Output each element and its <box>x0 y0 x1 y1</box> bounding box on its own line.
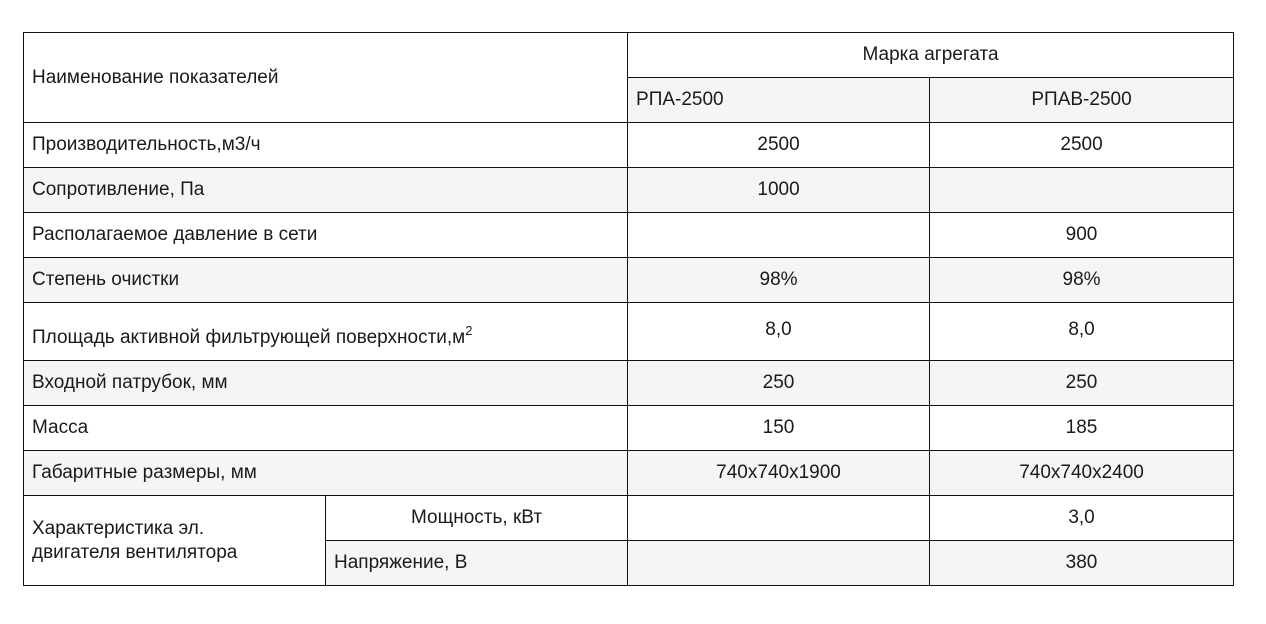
rpav-value: 380 <box>1065 552 1098 574</box>
rpav-value: 250 <box>1065 372 1098 394</box>
row-name-cell <box>24 213 628 258</box>
rpav-value: 98% <box>1062 269 1101 291</box>
rpav-value-cell <box>930 168 1234 213</box>
header-brand-label: Марка агрегата <box>862 44 999 66</box>
rpa-value: 8,0 <box>765 318 792 340</box>
motor-voltage-name: Напряжение, В <box>334 552 468 574</box>
rpav-value: 185 <box>1065 417 1098 439</box>
row-name: Входной патрубок, мм <box>32 372 228 394</box>
row-name: Располагаемое давление в сети <box>32 224 318 246</box>
rpav-value-cell <box>930 303 1234 361</box>
row-name: Габаритные размеры, мм <box>32 462 257 484</box>
model-rpa-cell <box>628 78 930 123</box>
row-name-cell <box>24 168 628 213</box>
rpa-value: 150 <box>762 417 795 439</box>
header-name-cell <box>24 33 628 123</box>
row-name-cell <box>24 258 628 303</box>
rpav-value-cell <box>930 451 1234 496</box>
rpa-value-cell <box>628 451 930 496</box>
rpav-value-cell <box>930 258 1234 303</box>
model-rpav-cell <box>930 78 1234 123</box>
superscript: 2 <box>465 322 473 338</box>
rpav-value-cell <box>930 406 1234 451</box>
motor-voltage-name-cell <box>326 541 628 586</box>
rpav-value: 2500 <box>1060 134 1103 156</box>
motor-label-line2: двигателя вентилятора <box>32 541 238 563</box>
rpav-value-cell <box>930 496 1234 541</box>
row-name: Производительность,м3/ч <box>32 134 261 156</box>
motor-power-name: Мощность, кВт <box>411 507 543 529</box>
rpav-value: 8,0 <box>1068 318 1095 340</box>
rpa-value-cell <box>628 303 930 361</box>
motor-row-power <box>24 496 1234 541</box>
table-row <box>24 303 1234 361</box>
header-brand-cell <box>628 33 1234 78</box>
rpav-value-cell <box>930 541 1234 586</box>
rpa-value-cell <box>628 406 930 451</box>
row-name: Масса <box>32 417 89 439</box>
model-rpav-label: РПАВ-2500 <box>1031 89 1132 111</box>
row-name-cell <box>24 303 628 361</box>
rpav-value-cell <box>930 123 1234 168</box>
table-row <box>24 361 1234 406</box>
rpa-value-cell <box>628 541 930 586</box>
rpa-value: 2500 <box>757 134 800 156</box>
row-name-cell <box>24 361 628 406</box>
rpav-value: 900 <box>1065 224 1098 246</box>
row-name: Степень очистки <box>32 269 180 291</box>
table-row <box>24 168 1234 213</box>
row-name: Сопротивление, Па <box>32 179 205 201</box>
rpa-value-cell <box>628 123 930 168</box>
rpa-value-cell <box>628 213 930 258</box>
header-name-label: Наименование показателей <box>32 66 279 88</box>
rpa-value-cell <box>628 361 930 406</box>
motor-power-name-cell <box>326 496 628 541</box>
rpav-value-cell <box>930 213 1234 258</box>
motor-label-cell <box>24 496 326 586</box>
motor-label-line1: Характеристика эл. <box>32 517 205 539</box>
specifications-table <box>23 32 1234 586</box>
table-row <box>24 123 1234 168</box>
rpav-value: 3,0 <box>1068 507 1095 529</box>
rpa-value: 250 <box>762 372 795 394</box>
rpa-value: 740х740х1900 <box>716 462 841 484</box>
rpa-value-cell <box>628 258 930 303</box>
table-row <box>24 213 1234 258</box>
row-name: Площадь активной фильтрующей поверхности,м <box>32 326 466 348</box>
table-row <box>24 258 1234 303</box>
row-name-cell <box>24 123 628 168</box>
table-row <box>24 406 1234 451</box>
rpav-value-cell <box>930 361 1234 406</box>
rpav-value: 740х740х2400 <box>1019 462 1144 484</box>
rpa-value-cell <box>628 496 930 541</box>
rpa-value-cell <box>628 168 930 213</box>
rpa-value: 1000 <box>757 179 800 201</box>
model-rpa-label: РПА-2500 <box>636 89 724 111</box>
row-name-cell <box>24 451 628 496</box>
row-name-cell <box>24 406 628 451</box>
rpa-value: 98% <box>759 269 798 291</box>
table-row <box>24 451 1234 496</box>
header-row-brand <box>24 33 1234 78</box>
